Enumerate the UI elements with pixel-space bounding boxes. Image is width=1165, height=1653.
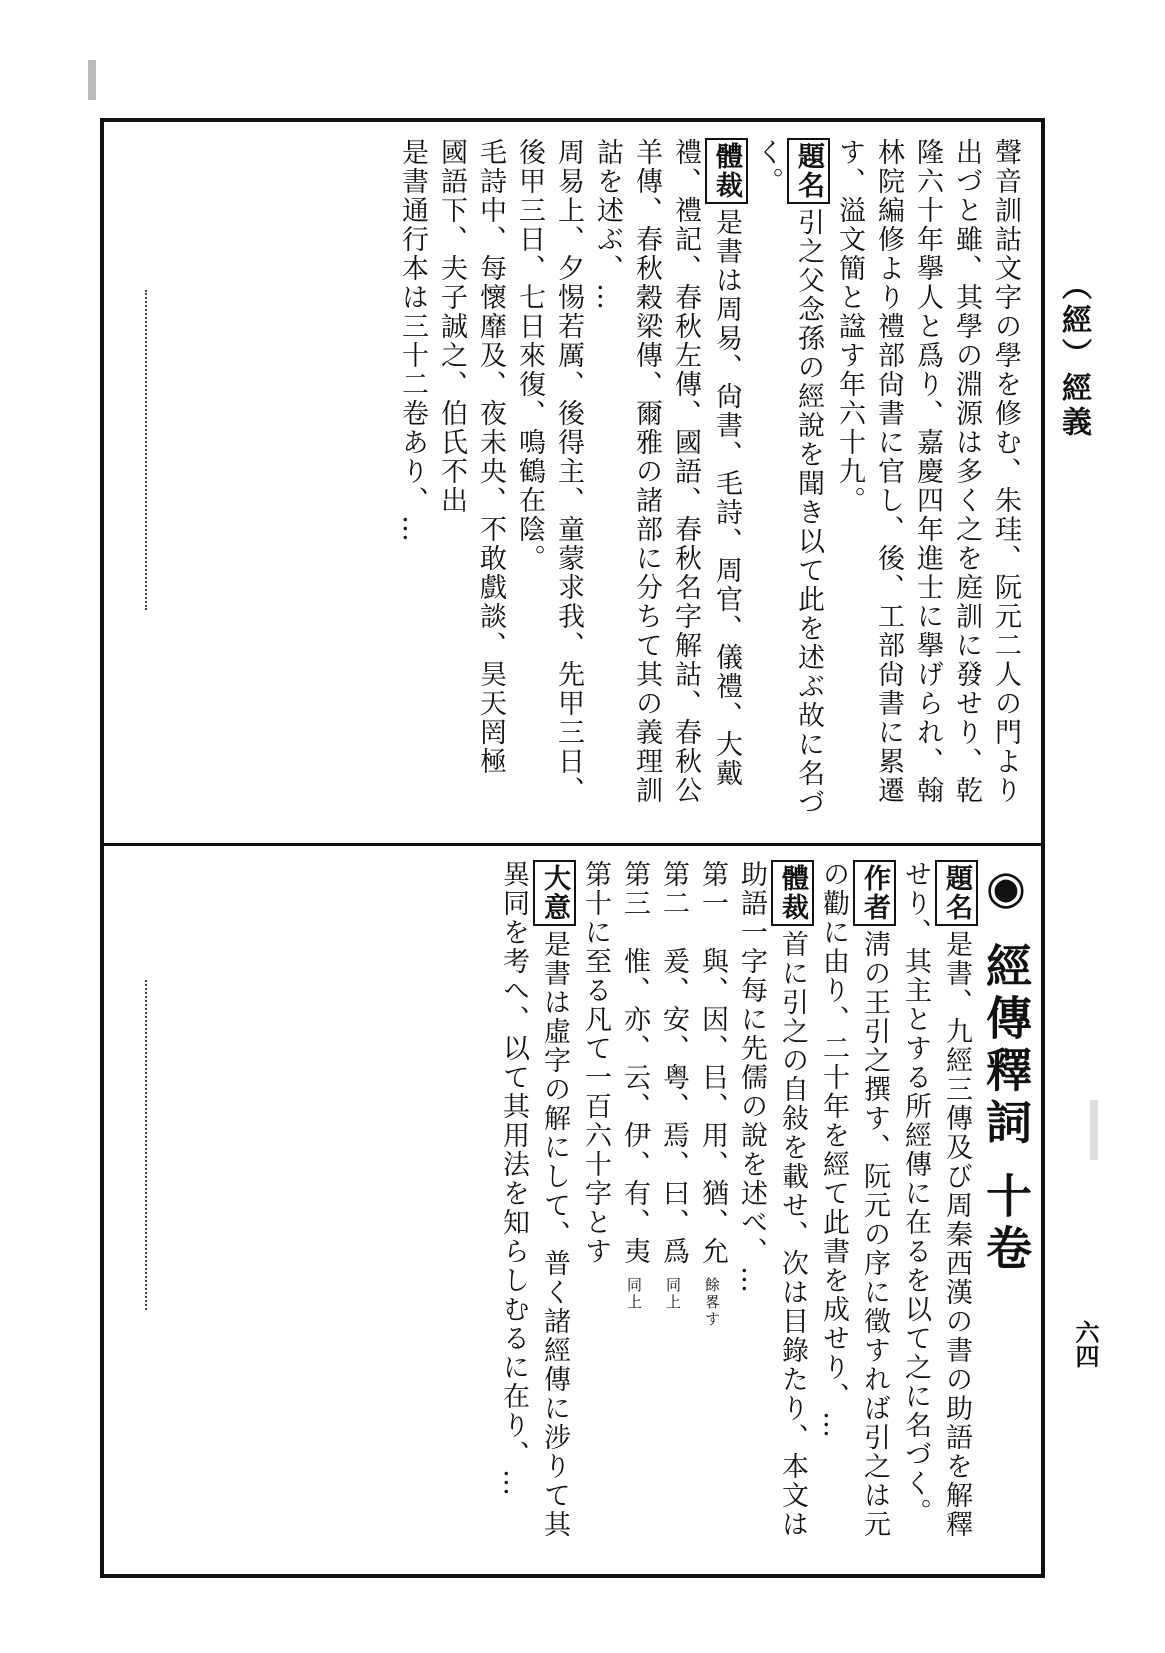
example-line: 毛詩中、每懷靡及、夜未央、不敢戲談、昊天罔極 bbox=[475, 138, 506, 776]
chapter-text: 第十に至る凡て一百六十字とす bbox=[580, 860, 611, 1266]
chapter-line bbox=[576, 860, 615, 1560]
book-title: ◉ 經傳釋詞 十卷 bbox=[979, 860, 1033, 1277]
page-number: 六四 bbox=[1071, 1320, 1100, 1368]
author-entry bbox=[814, 860, 896, 1560]
gist-text: 是書は虛字の解にして、普く諸經傳に涉りて其異同を考へ、以て其用法を知らしむるに在り、… bbox=[498, 860, 570, 1539]
chapter-line bbox=[654, 860, 693, 1560]
page-divider bbox=[100, 843, 1045, 846]
running-header: （經）經義 bbox=[1056, 270, 1091, 440]
example-line: 國語下、夫子誠之、伯氏不出 bbox=[436, 138, 467, 515]
closing-text: 是書通行本は三十二卷あり、… bbox=[397, 138, 428, 544]
name-text: 引之父念孫の經說を聞き以て此を述ぶ故に名づく。 bbox=[752, 138, 824, 817]
scan-mark bbox=[1090, 1100, 1098, 1160]
top-section bbox=[145, 138, 1025, 818]
chapter-line bbox=[615, 860, 654, 1560]
chapter-line bbox=[693, 860, 732, 1560]
style-entry bbox=[588, 138, 748, 818]
name-label: 題名 bbox=[787, 138, 830, 204]
author-label: 作者 bbox=[853, 860, 896, 926]
continuation-text: 聲音訓詁文字の學を修む、朱珪、阮元二人の門より出づと雖、其學の淵源は多く之を庭訓に發せり、乾隆六十年擧人と爲り、嘉慶四年進士に擧げられ、翰林院編修より禮部尙書に官し、後、工部尙書に累遷す、溢文簡と諡す年六十九。 bbox=[834, 138, 1021, 805]
name-text: 是書、九經三傳及び周秦西漢の書の助語を解釋せり、其主とする所經傳に在るを以て之に名づく。 bbox=[900, 860, 972, 1539]
chapter-note: 餘畧す bbox=[703, 1276, 721, 1328]
scan-mark bbox=[88, 60, 96, 100]
chapter-note: 同上 bbox=[664, 1276, 682, 1311]
gist-label: 大意 bbox=[533, 860, 576, 926]
bottom-section bbox=[145, 860, 1033, 1560]
style-text: 是書は周易、尙書、毛詩、周官、儀禮、大戴禮、禮記、春秋左傳、國語、春秋名字解詁、春秋公羊傳、春秋穀梁傳、爾雅の諸部に分ちて其の義理訓詁を述ぶ、… bbox=[592, 138, 742, 805]
example-line: 周易上、夕惕若厲、後得主、童蒙求我、先甲三日、後甲三日、七日來復、鳴鶴在陰。 bbox=[514, 138, 584, 805]
style-label: 體裁 bbox=[771, 860, 814, 926]
style-label: 體裁 bbox=[705, 138, 748, 204]
chapter-text: 第一 與、因、㠯、用、猶、允 bbox=[697, 860, 728, 1266]
name-entry bbox=[748, 138, 830, 818]
chapter-note: 同上 bbox=[625, 1276, 643, 1311]
chapter-text: 第二 爰、安、粤、焉、曰、爲 bbox=[658, 860, 689, 1266]
wavy-rule bbox=[145, 290, 149, 610]
name-entry bbox=[896, 860, 978, 1560]
style-text: 首に引之の自敍を載せ、次は目錄たり、本文は助語一字每に先儒の說を述べ、… bbox=[736, 860, 808, 1539]
chapter-text: 第三 惟、亦、云、伊、有、夷 bbox=[619, 860, 650, 1266]
style-entry bbox=[732, 860, 814, 1560]
gist-entry bbox=[494, 860, 576, 1560]
author-text: 淸の王引之撰す、阮元の序に徵すれば引之は元の勸に由り、二十年を經て此書を成せり、… bbox=[818, 860, 890, 1539]
name-label: 題名 bbox=[935, 860, 978, 926]
